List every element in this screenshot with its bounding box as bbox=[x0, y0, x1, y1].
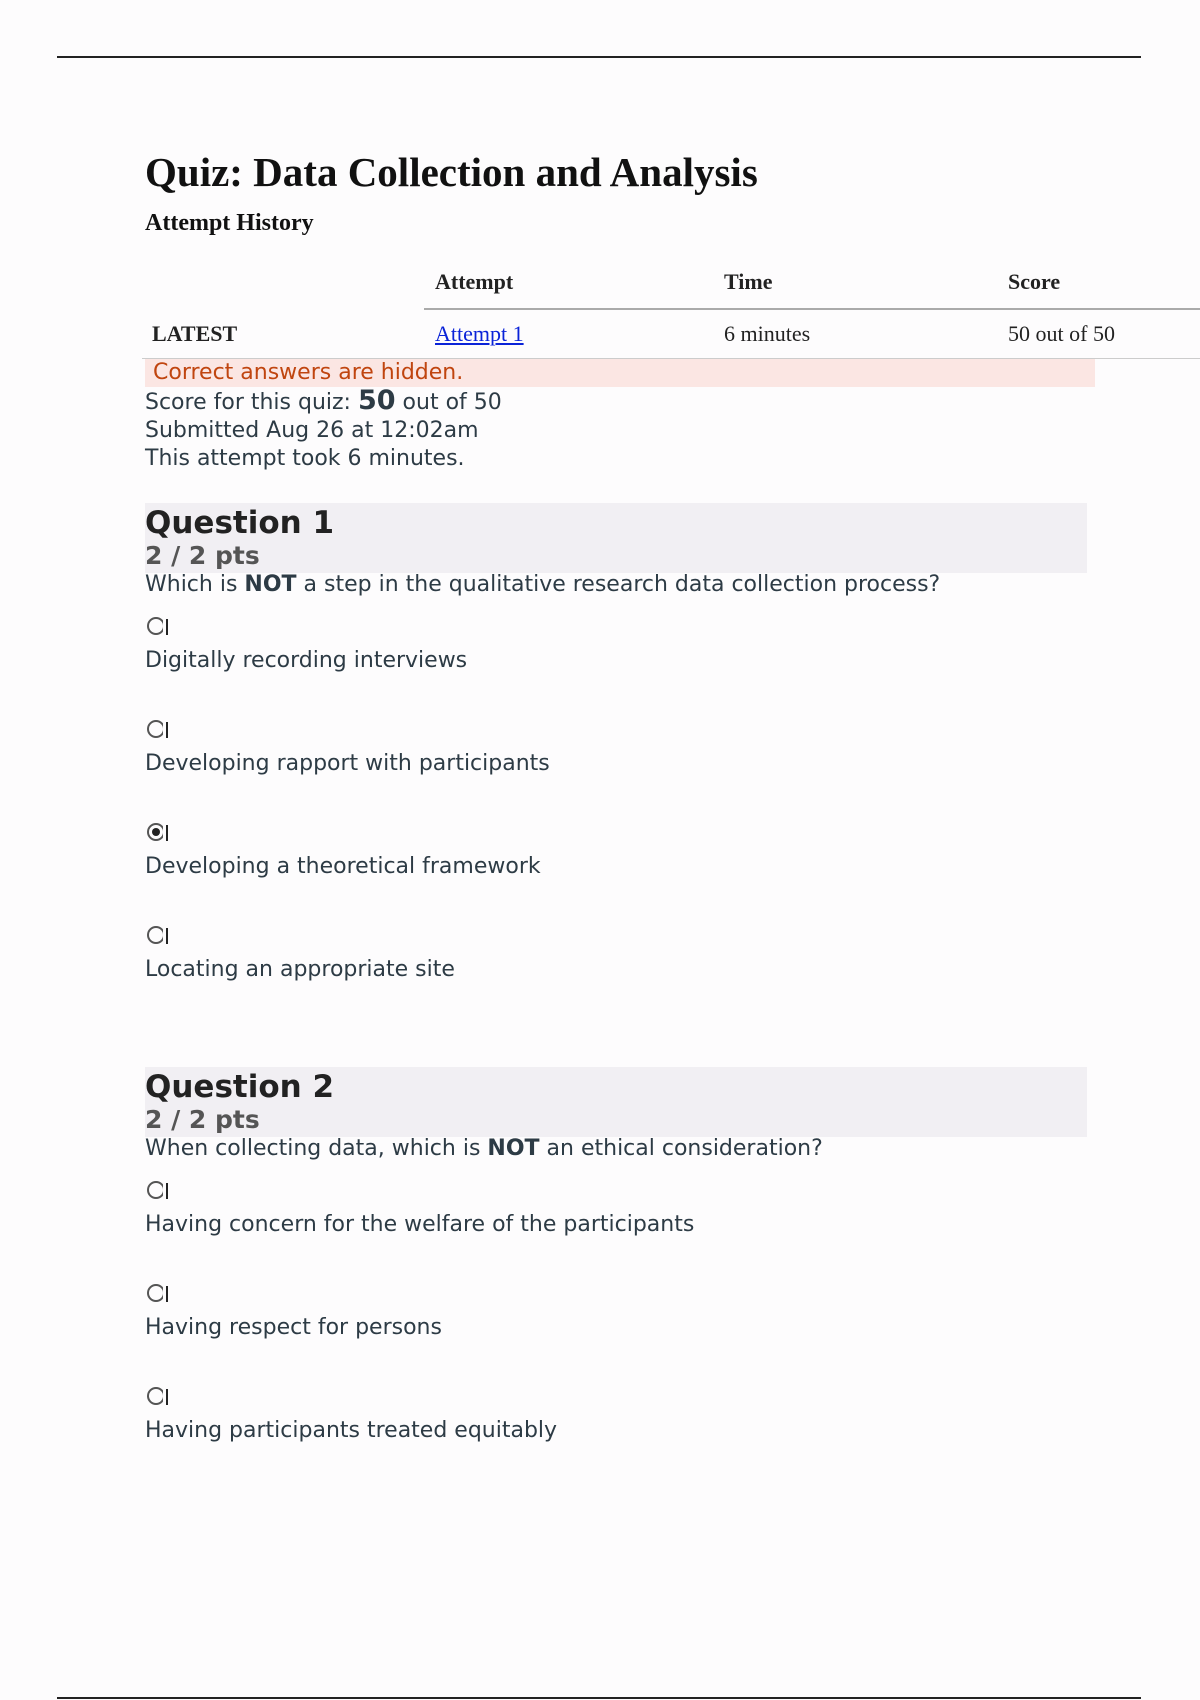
question-title: Question 1 bbox=[145, 505, 335, 541]
attempt-history-heading: Attempt History bbox=[145, 210, 314, 236]
radio-button[interactable] bbox=[147, 720, 165, 738]
answer-text: Having respect for persons bbox=[145, 1315, 442, 1340]
question-points: 2 / 2 pts bbox=[145, 541, 260, 570]
duration-line: This attempt took 6 minutes. bbox=[145, 446, 465, 471]
question-text-end: an ethical consideration? bbox=[539, 1136, 823, 1161]
answer-option[interactable] bbox=[145, 1387, 1200, 1472]
header-blank bbox=[142, 256, 424, 309]
answer-option[interactable] bbox=[145, 617, 1200, 702]
answer-text: Having participants treated equitably bbox=[145, 1418, 558, 1443]
question-points: 2 / 2 pts bbox=[145, 1105, 260, 1134]
answer-option[interactable] bbox=[145, 823, 1200, 908]
submitted-line: Submitted Aug 26 at 12:02am bbox=[145, 418, 479, 443]
answer-text: Digitally recording interviews bbox=[145, 648, 468, 673]
radio-button[interactable] bbox=[147, 1284, 165, 1302]
answer-text: Having concern for the welfare of the participants bbox=[145, 1212, 695, 1237]
answer-option[interactable] bbox=[145, 720, 1200, 805]
radio-button-selected[interactable] bbox=[147, 823, 165, 841]
header-score: Score bbox=[998, 256, 1200, 309]
radio-button[interactable] bbox=[147, 1181, 165, 1199]
radio-button[interactable] bbox=[147, 1387, 165, 1405]
question-text-emphasis: NOT bbox=[244, 572, 297, 597]
question-text-start: Which is bbox=[145, 572, 245, 597]
score-line bbox=[145, 387, 1200, 417]
question-text-start: When collecting data, which is bbox=[145, 1136, 488, 1161]
selected-dot bbox=[152, 828, 160, 836]
quiz-summary bbox=[145, 387, 1200, 473]
table-header-row bbox=[142, 256, 1200, 309]
header-time: Time bbox=[714, 256, 998, 309]
answer-option[interactable] bbox=[145, 1284, 1200, 1369]
question-header bbox=[145, 503, 1087, 573]
question-text bbox=[145, 571, 1200, 599]
question-text-end: a step in the qualitative research data collection process? bbox=[296, 572, 941, 597]
header-attempt: Attempt bbox=[424, 256, 714, 309]
attempt-cell bbox=[424, 309, 714, 359]
score-cell: 50 out of 50 bbox=[998, 309, 1200, 359]
time-cell: 6 minutes bbox=[714, 309, 998, 359]
question-1 bbox=[145, 503, 1200, 1011]
top-divider bbox=[57, 56, 1141, 58]
radio-button[interactable] bbox=[147, 617, 165, 635]
answer-option[interactable] bbox=[145, 1181, 1200, 1266]
score-prefix: Score for this quiz: bbox=[145, 390, 358, 415]
question-header bbox=[145, 1067, 1087, 1137]
question-title: Question 2 bbox=[145, 1069, 335, 1105]
quiz-content bbox=[145, 140, 1200, 1472]
radio-button[interactable] bbox=[147, 926, 165, 944]
bottom-divider bbox=[57, 1697, 1141, 1699]
question-2 bbox=[145, 1067, 1200, 1472]
table-row bbox=[142, 309, 1200, 359]
page-title: Quiz: Data Collection and Analysis bbox=[145, 149, 758, 195]
latest-label: LATEST bbox=[142, 309, 424, 359]
answer-option[interactable] bbox=[145, 926, 1200, 1011]
answers-hidden-notice: Correct answers are hidden. bbox=[145, 359, 1095, 387]
attempt-history-table bbox=[142, 256, 1200, 359]
question-text-emphasis: NOT bbox=[487, 1136, 540, 1161]
attempt-1-link[interactable]: Attempt 1 bbox=[435, 321, 524, 346]
score-suffix: out of 50 bbox=[395, 390, 502, 415]
answer-text: Developing a theoretical framework bbox=[145, 854, 541, 879]
answer-text: Locating an appropriate site bbox=[145, 957, 455, 982]
question-text bbox=[145, 1135, 1200, 1163]
score-value: 50 bbox=[357, 385, 396, 416]
answer-text: Developing rapport with participants bbox=[145, 751, 550, 776]
